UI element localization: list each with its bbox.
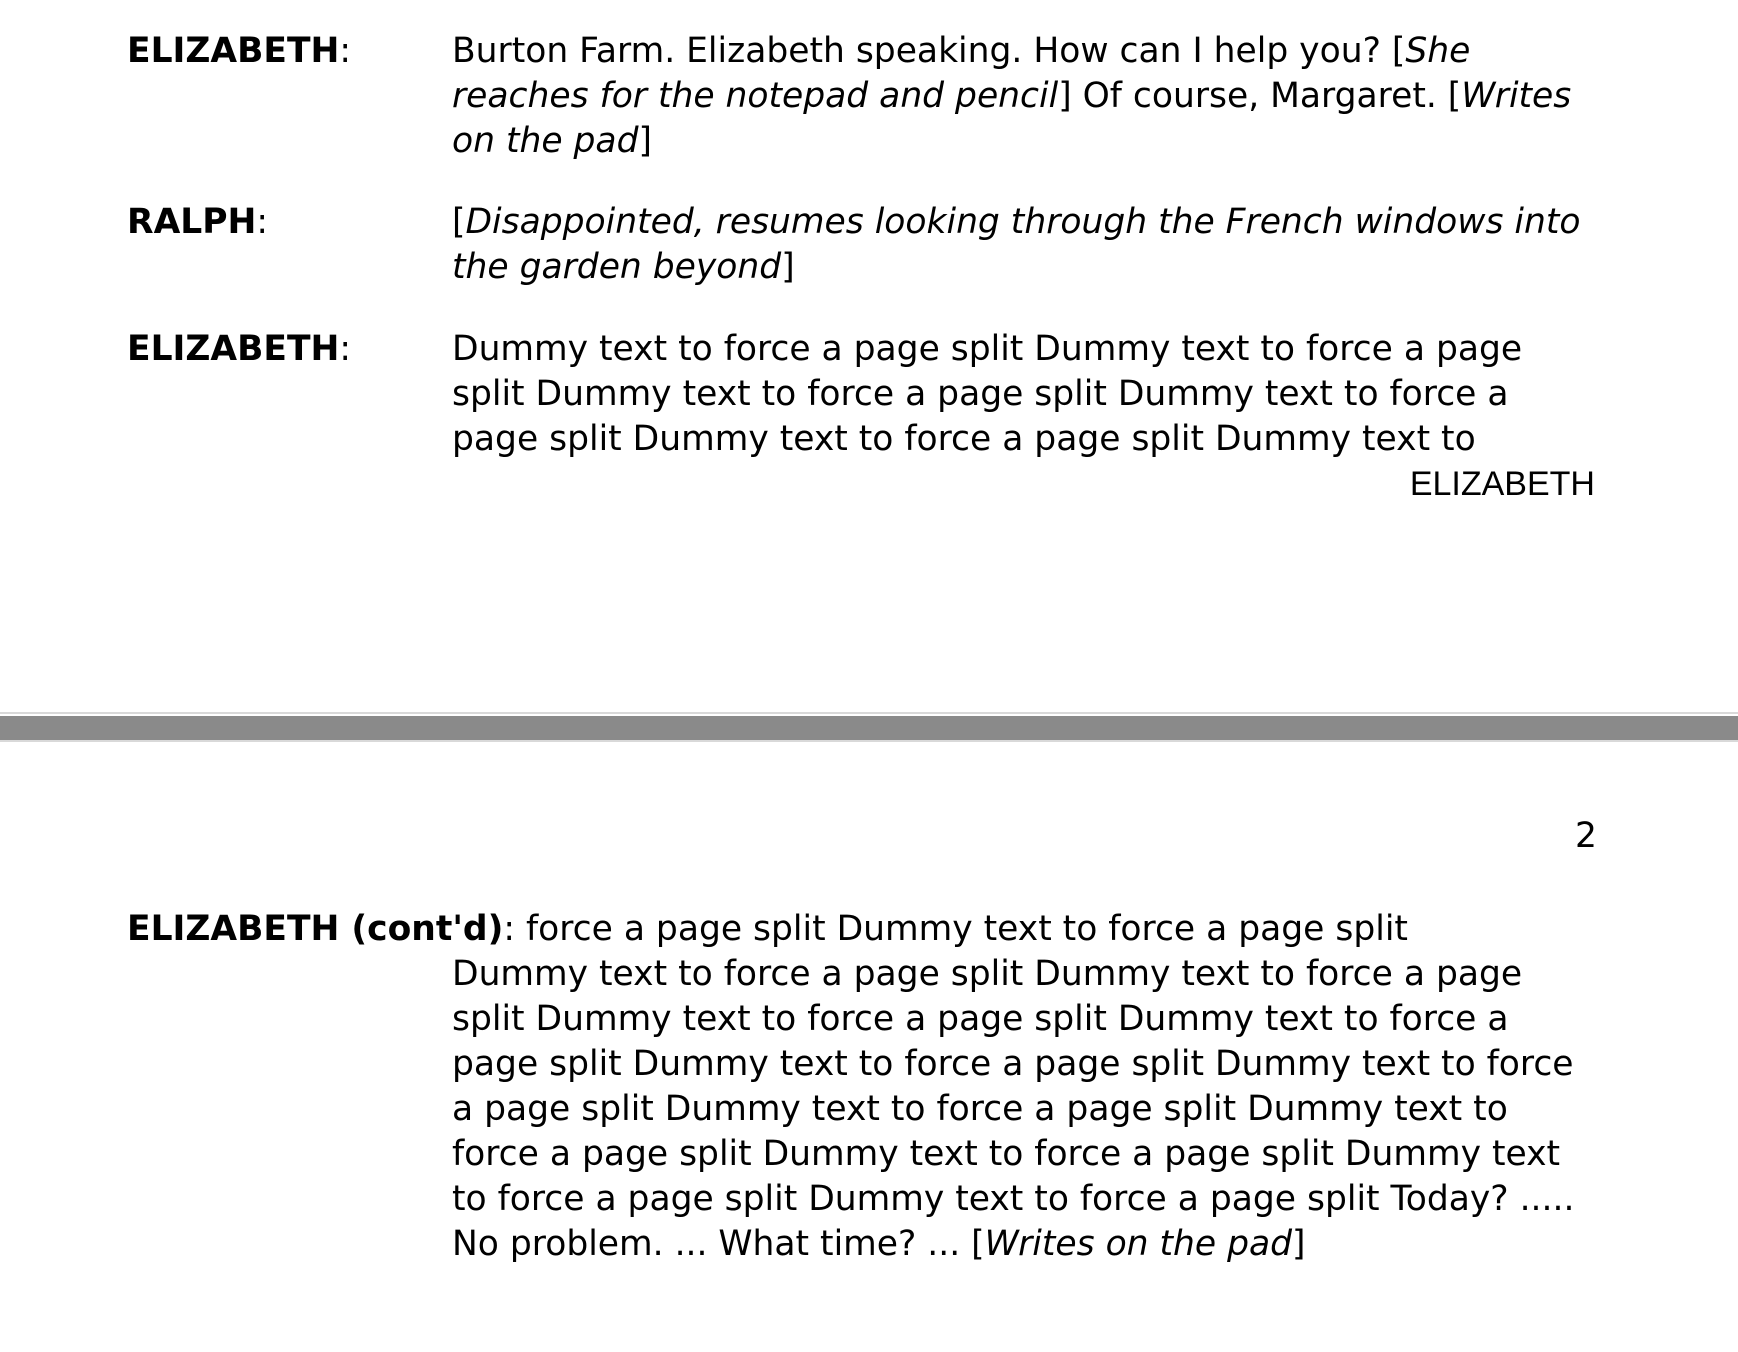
dialogue-entry-elizabeth-1 (127, 29, 1597, 164)
page-number: 2 (1575, 816, 1597, 856)
dialogue-entry-elizabeth-continued: ELIZABETH (cont'd): force a page split Dummy text to force a page split Dummy text to force a page split Dummy text to force a page split Dummy text to force a page split Dummy text to force a page split Dummy text to force a page split Dummy text to force a page split Dummy text to force a page split Dummy text to force a page split Dummy text to force a page split Dummy text to force a page split Dummy text to force a page split Today? ..... No problem. ... What time? ... [Writes on the pad] (127, 907, 1597, 1267)
script-page-2 (0, 742, 1738, 1352)
stage-direction: Writes on the pad (984, 1224, 1293, 1264)
stage-direction: She reaches for the notepad and pencil (452, 31, 1471, 116)
continued-marker: ELIZABETH (1409, 465, 1595, 503)
speaker-name: RALPH: (127, 202, 269, 242)
dialogue-entry-elizabeth-2 (127, 327, 1597, 507)
speech-text: Dummy text to force a page split Dummy text to force a page split Dummy text to force a page split Dummy text to force a page split Dummy text to force a page split Dummy text to force a page split Dummy text to force a page split Dummy text to force a page split Dummy text to force a page split Dummy text to force a page split Dummy text to force a page split Today? ..... No problem. ... What time? ... [Writes on the pad] (452, 954, 1575, 1264)
speech-text-first-line: force a page split Dummy text to force a page split (515, 909, 1408, 949)
speech-text: Burton Farm. Elizabeth speaking. How can I help you? [She reaches for the notepad and pencil] Of course, Margaret. [Writes on the pad] (452, 31, 1572, 161)
speaker-name: ELIZABETH: (127, 31, 351, 71)
stage-direction: Disappointed, resumes looking through the French windows into the garden beyond (452, 202, 1581, 287)
speech-text: Dummy text to force a page split Dummy text to force a page split Dummy text to force a page split Dummy text to force a page split Dummy text to force a page split Dummy text to (452, 329, 1523, 459)
speaker-name: ELIZABETH (cont'd) (127, 909, 504, 949)
speech-text: [Disappointed, resumes looking through the French windows into the garden beyond] (452, 202, 1581, 287)
dialogue-entry-ralph (127, 200, 1597, 290)
stage-direction: Writes on the pad (452, 76, 1572, 161)
page-break-separator (0, 712, 1738, 742)
speaker-name: ELIZABETH: (127, 329, 351, 369)
